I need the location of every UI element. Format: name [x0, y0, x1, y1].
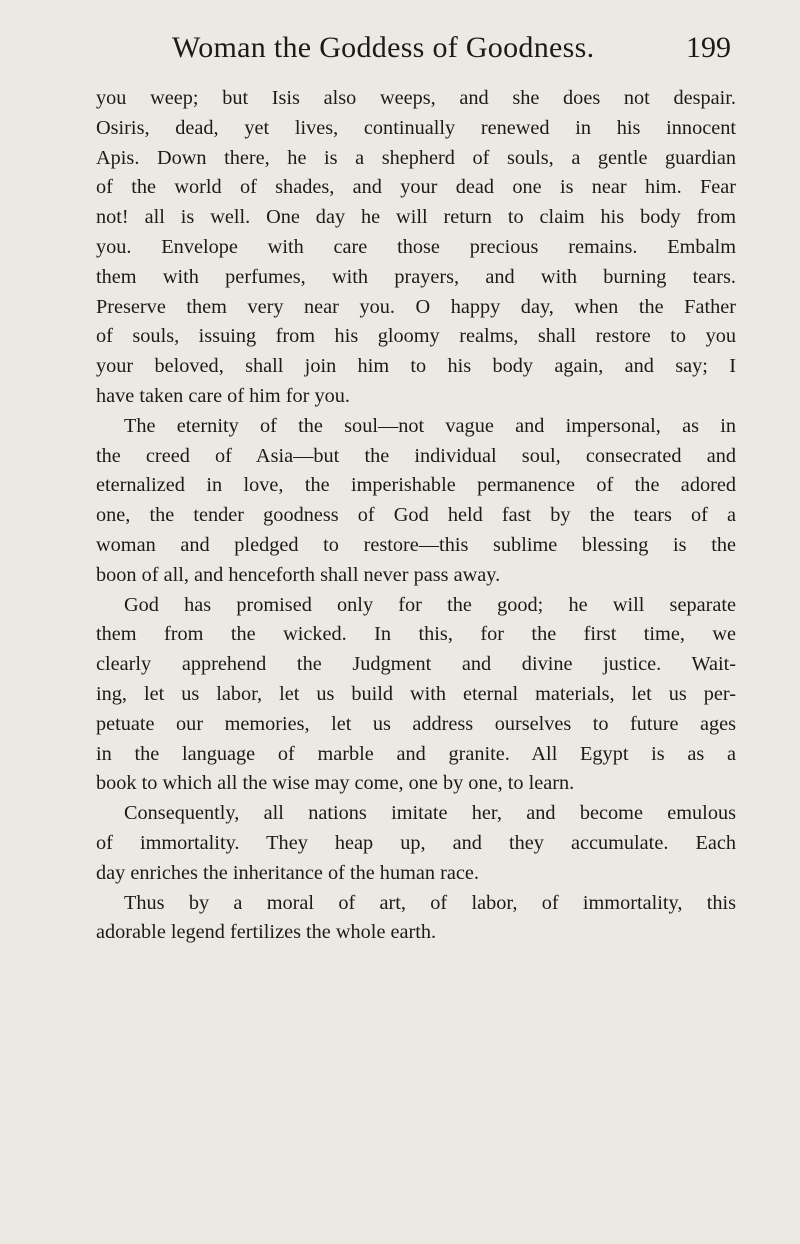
body-text — [96, 84, 736, 948]
text-line: woman and pledged to restore—this sublime blessing is the — [96, 533, 736, 556]
text-line: them from the wicked. In this, for the first time, we — [96, 623, 736, 646]
text-line: Consequently, all nations imitate her, and become emulous — [124, 802, 736, 825]
text-line: adorable legend fertilizes the whole earth. — [96, 921, 437, 944]
text-line: day enriches the inheritance of the human race. — [96, 861, 479, 884]
text-line: of the world of shades, and your dead one is near him. Fear — [96, 176, 736, 199]
text-line: you. Envelope with care those precious remains. Embalm — [96, 235, 736, 258]
text-line: book to which all the wise may come, one by one, to learn. — [96, 772, 575, 795]
text-line: eternalized in love, the imperishable permanence of the adored — [96, 474, 736, 497]
text-line: clearly apprehend the Judgment and divine justice. Wait- — [96, 653, 736, 676]
text-line: them with perfumes, with prayers, and with burning tears. — [96, 265, 736, 288]
text-line: Preserve them very near you. O happy day, when the Father — [96, 295, 736, 318]
text-line: boon of all, and henceforth shall never pass away. — [96, 563, 501, 586]
text-line: ing, let us labor, let us build with eternal materials, let us per- — [96, 682, 736, 705]
text-line: of immortality. They heap up, and they accumulate. Each — [96, 831, 736, 854]
text-line: God has promised only for the good; he will separate — [124, 593, 736, 616]
text-line: the creed of Asia—but the individual soul, consecrated and — [96, 444, 736, 467]
text-line: your beloved, shall join him to his body again, and say; I — [96, 355, 736, 378]
text-line: not! all is well. One day he will return to claim his body from — [96, 206, 736, 229]
text-line: The eternity of the soul—not vague and impersonal, as in — [124, 414, 736, 437]
text-line: of souls, issuing from his gloomy realms, shall restore to you — [96, 325, 736, 348]
text-line: petuate our memories, let us address ourselves to future ages — [96, 712, 736, 735]
page-number: 199 — [686, 31, 731, 64]
running-title: Woman the Goddess of Goodness. — [172, 31, 595, 64]
text-line: have taken care of him for you. — [96, 384, 350, 407]
text-line: in the language of marble and granite. All Egypt is as a — [96, 742, 736, 765]
text-line: Apis. Down there, he is a shepherd of souls, a gentle guardian — [96, 146, 736, 169]
text-line: you weep; but Isis also weeps, and she does not despair. — [96, 87, 736, 109]
text-line: Osiris, dead, yet lives, continually renewed in his innocent — [96, 116, 736, 139]
text-line: one, the tender goodness of God held fast by the tears of a — [96, 504, 736, 527]
text-line: Thus by a moral of art, of labor, of immortality, this — [124, 891, 736, 914]
